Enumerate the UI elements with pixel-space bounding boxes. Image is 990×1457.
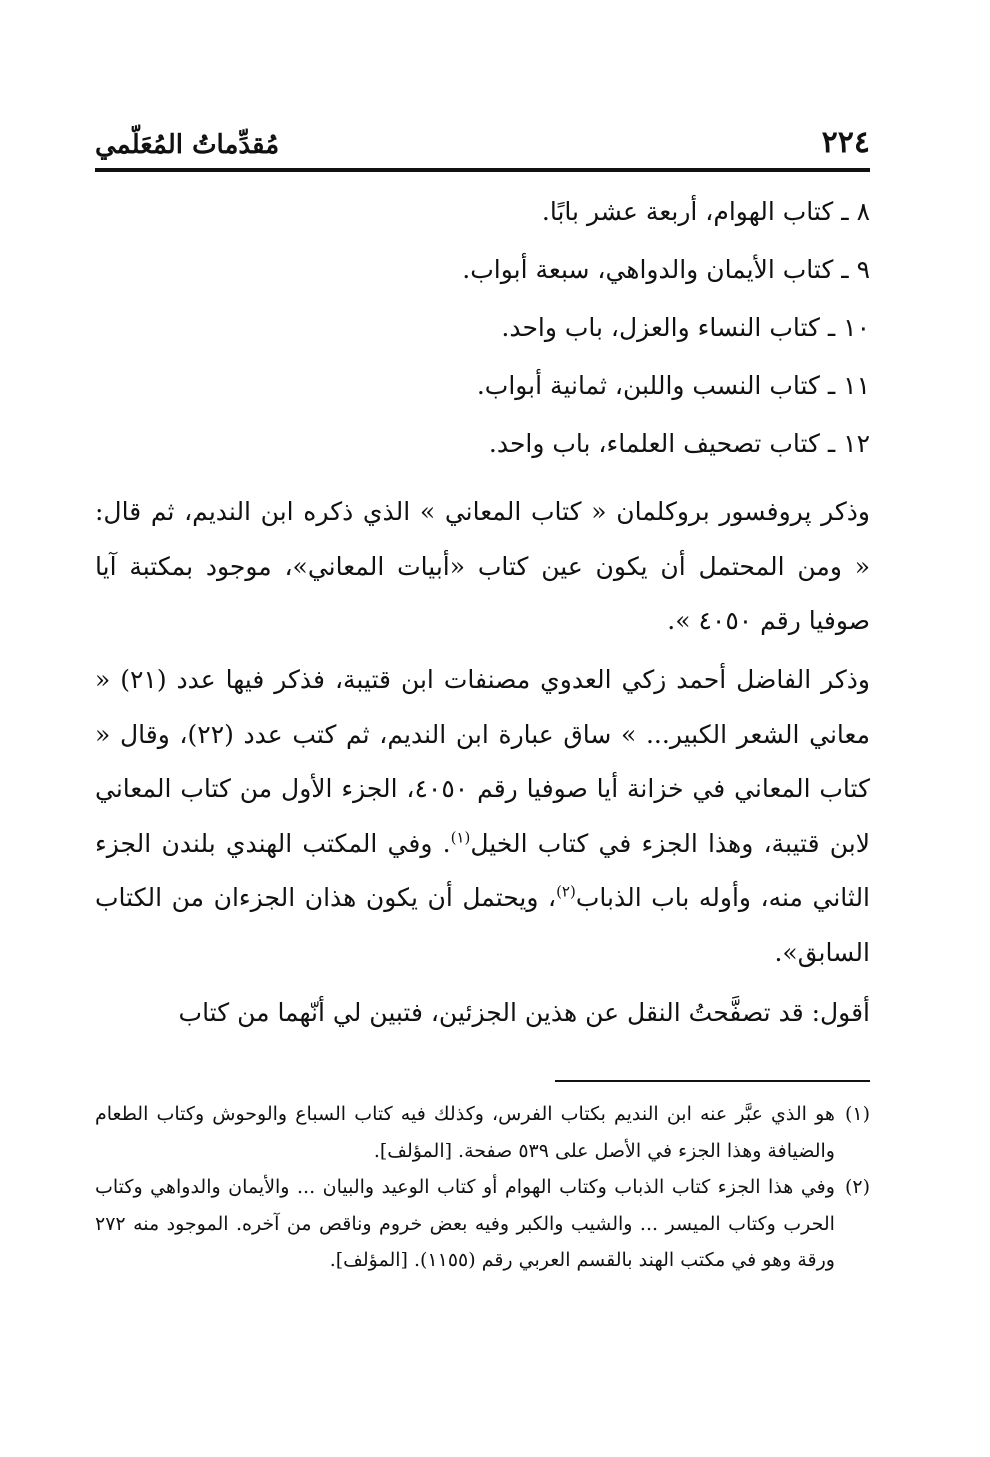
paragraph-text: . وفي المكتب الهندي بلندن الجزء الثاني منه، وأوله باب الذباب bbox=[95, 828, 871, 912]
list-item: ٩ ـ كتاب الأيمان والدواهي، سبعة أبواب. bbox=[462, 255, 870, 284]
book-list bbox=[95, 183, 870, 473]
paragraph-brockelmann: وذكر پروفسور بروكلمان « كتاب المعاني » الذي ذكره ابن النديم، ثم قال: « ومن المحتمل أن يكون عين كتاب «أبيات المعاني»، موجود بمكتبة آيا صوفيا رقم ٤٠٥٠ ». bbox=[95, 497, 870, 635]
footnote-mark: (١) bbox=[844, 1103, 870, 1125]
list-item: ١٠ ـ كتاب النساء والعزل، باب واحد. bbox=[501, 313, 870, 342]
paragraph-aqulu: أقول: قد تصفَّحتُ النقل عن هذين الجزئين، فتبين لي أنّهما من كتاب bbox=[178, 998, 870, 1027]
page-header bbox=[95, 112, 870, 160]
list-item: ١١ ـ كتاب النسب واللبن، ثمانية أبواب. bbox=[476, 371, 870, 400]
page-number: ٢٢٤ bbox=[821, 125, 870, 160]
list-item: ١٢ ـ كتاب تصحيف العلماء، باب واحد. bbox=[488, 429, 870, 458]
running-title: مُقدِّماتُ المُعَلّمي bbox=[95, 130, 280, 160]
paragraph-text: وذكر الفاضل أحمد زكي العدوي مصنفات ابن قتيبة، فذكر فيها عدد (٢١) « معاني الشعر الكبير... » ساق عبارة ابن النديم، ثم كتب عدد (٢٢)، وقال « كتاب المعاني في خزانة أيا صوفيا رقم ٤٠٥٠، الجزء الأول من كتاب المعاني لابن قتيبة، وهذا الجزء في كتاب الخيل bbox=[95, 665, 870, 858]
footnote-separator bbox=[555, 1080, 870, 1082]
paragraph-adawi bbox=[95, 653, 870, 980]
footnote-text: وفي هذا الجزء كتاب الذباب وكتاب الهوام أو كتاب الوعيد والبيان ... والأيمان والدواهي وكتاب الحرب وكتاب الميسر ... والشيب والكبر وفيه بعض خروم وناقص من آخره. الموجود منه ٢٧٢ ورقة وهو في مكتب الهند بالقسم العربي رقم (١١٥٥). [المؤلف]. bbox=[95, 1176, 835, 1271]
footnote bbox=[95, 1096, 870, 1169]
footnotes bbox=[95, 1096, 870, 1279]
footnote-text: هو الذي عبَّر عنه ابن النديم بكتاب الفرس، وكذلك فيه كتاب السباع والوحوش وكتاب الطعام والضيافة وهذا الجزء في الأصل على ٥٣٩ صفحة. [المؤلف]. bbox=[95, 1103, 835, 1162]
footnote-ref-1[interactable]: (١) bbox=[450, 828, 471, 847]
list-item: ٨ ـ كتاب الهوام، أربعة عشر بابًا. bbox=[541, 197, 870, 226]
paragraph-text: ، ويحتمل أن يكون هذان الجزءان من الكتاب السابق». bbox=[95, 883, 870, 967]
header-rule bbox=[95, 168, 870, 172]
footnote bbox=[95, 1169, 870, 1279]
footnote-ref-2[interactable]: (٢) bbox=[556, 882, 576, 901]
footnote-mark: (٢) bbox=[844, 1176, 870, 1198]
